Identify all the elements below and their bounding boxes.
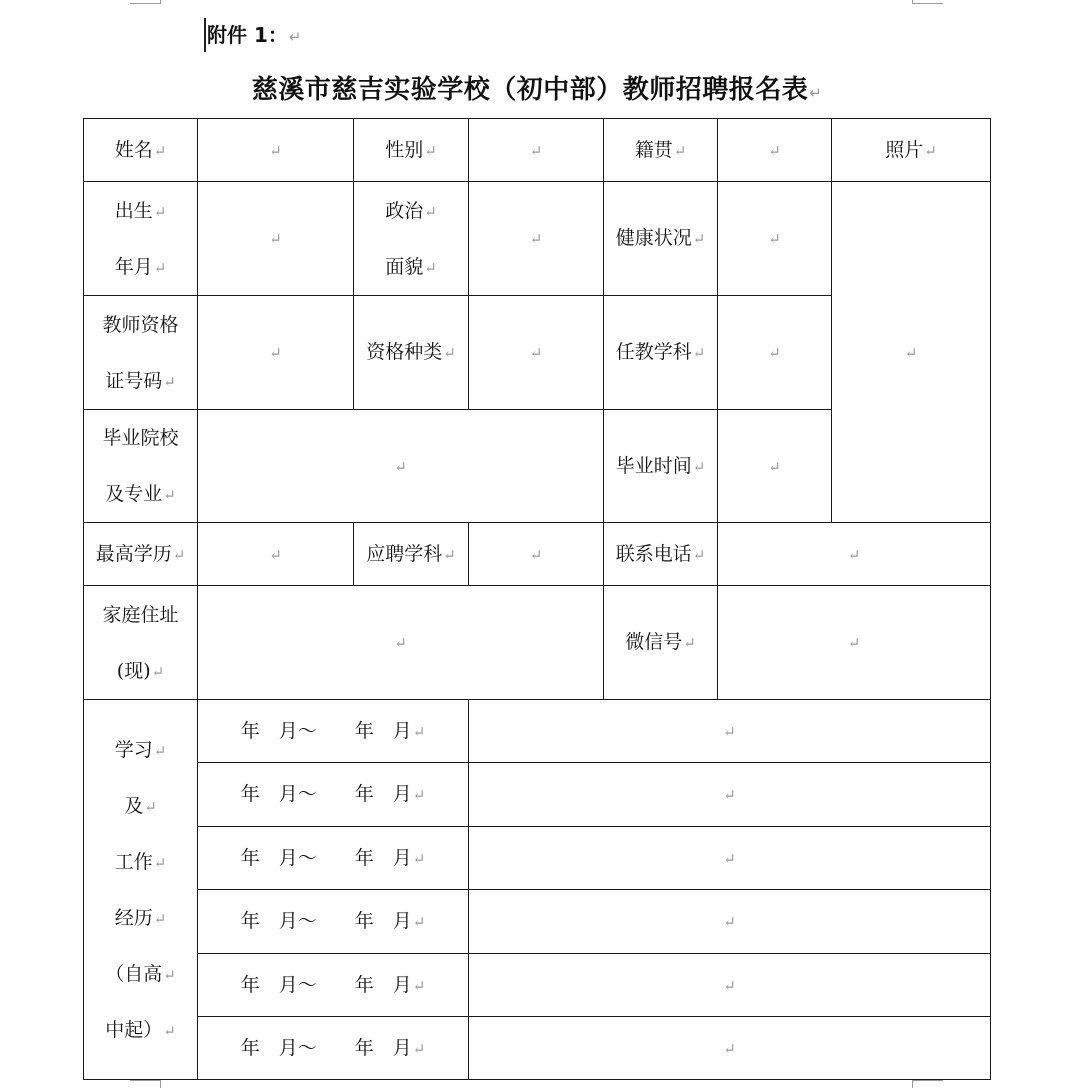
teaching-subject-label-cell: 任教学科↵ (604, 296, 718, 410)
history-period-cell[interactable]: 年 月～ 年 月↵ (198, 1017, 469, 1080)
page-corner-mark (130, 0, 161, 4)
native-place-input-cell[interactable]: ↵ (718, 119, 832, 182)
address-input-cell[interactable]: ↵ (198, 586, 604, 700)
highest-edu-input-cell[interactable]: ↵ (198, 523, 354, 586)
phone-input-cell[interactable]: ↵ (718, 523, 991, 586)
history-detail-cell[interactable]: ↵ (469, 700, 991, 763)
political-input-cell[interactable]: ↵ (469, 182, 604, 296)
phone-label-cell: 联系电话↵ (604, 523, 718, 586)
graduate-school-label-cell: 毕业院校 及专业↵ (84, 410, 198, 523)
history-label-cell: 学习↵ 及↵ 工作↵ 经历↵ （自高↵ 中起）↵ (84, 700, 198, 1080)
political-label-cell: 政治↵ 面貌↵ (354, 182, 469, 296)
cert-type-input-cell[interactable]: ↵ (469, 296, 604, 410)
gender-input-cell[interactable]: ↵ (469, 119, 604, 182)
registration-form-table (83, 118, 991, 1080)
history-detail-cell[interactable]: ↵ (469, 763, 991, 827)
attachment-label: 附件 1：↵ (204, 18, 301, 52)
photo-label-cell: 照片↵ (832, 119, 991, 182)
name-label-cell: 姓名↵ (84, 119, 198, 182)
gender-label-cell: 性别↵ (354, 119, 469, 182)
address-label-cell: 家庭住址 (现)↵ (84, 586, 198, 700)
highest-edu-label-cell: 最高学历↵ (84, 523, 198, 586)
graduate-time-input-cell[interactable]: ↵ (718, 410, 832, 523)
history-detail-cell[interactable]: ↵ (469, 954, 991, 1017)
wechat-label-cell: 微信号↵ (604, 586, 718, 700)
history-detail-cell[interactable]: ↵ (469, 827, 991, 890)
graduate-school-input-cell[interactable]: ↵ (198, 410, 604, 523)
health-input-cell[interactable]: ↵ (718, 182, 832, 296)
birth-label-cell: 出生↵ 年月↵ (84, 182, 198, 296)
apply-subject-label-cell: 应聘学科↵ (354, 523, 469, 586)
graduate-time-label-cell: 毕业时间↵ (604, 410, 718, 523)
history-period-cell[interactable]: 年 月～ 年 月↵ (198, 954, 469, 1017)
page-title: 慈溪市慈吉实验学校（初中部）教师招聘报名表↵ (251, 75, 823, 105)
history-period-cell[interactable]: 年 月～ 年 月↵ (198, 890, 469, 954)
cert-type-label-cell: 资格种类↵ (354, 296, 469, 410)
history-period-cell[interactable]: 年 月～ 年 月↵ (198, 763, 469, 827)
native-place-label-cell: 籍贯↵ (604, 119, 718, 182)
page-corner-mark (912, 0, 943, 4)
health-label-cell: 健康状况↵ (604, 182, 718, 296)
cert-no-input-cell[interactable]: ↵ (198, 296, 354, 410)
birth-input-cell[interactable]: ↵ (198, 182, 354, 296)
cert-no-label-cell: 教师资格 证号码↵ (84, 296, 198, 410)
wechat-input-cell[interactable]: ↵ (718, 586, 991, 700)
teaching-subject-input-cell[interactable]: ↵ (718, 296, 832, 410)
history-detail-cell[interactable]: ↵ (469, 1017, 991, 1080)
photo-box-cell[interactable]: ↵ (832, 182, 991, 523)
history-period-cell[interactable]: 年 月～ 年 月↵ (198, 700, 469, 763)
name-input-cell[interactable]: ↵ (198, 119, 354, 182)
apply-subject-input-cell[interactable]: ↵ (469, 523, 604, 586)
history-period-cell[interactable]: 年 月～ 年 月↵ (198, 827, 469, 890)
history-detail-cell[interactable]: ↵ (469, 890, 991, 954)
